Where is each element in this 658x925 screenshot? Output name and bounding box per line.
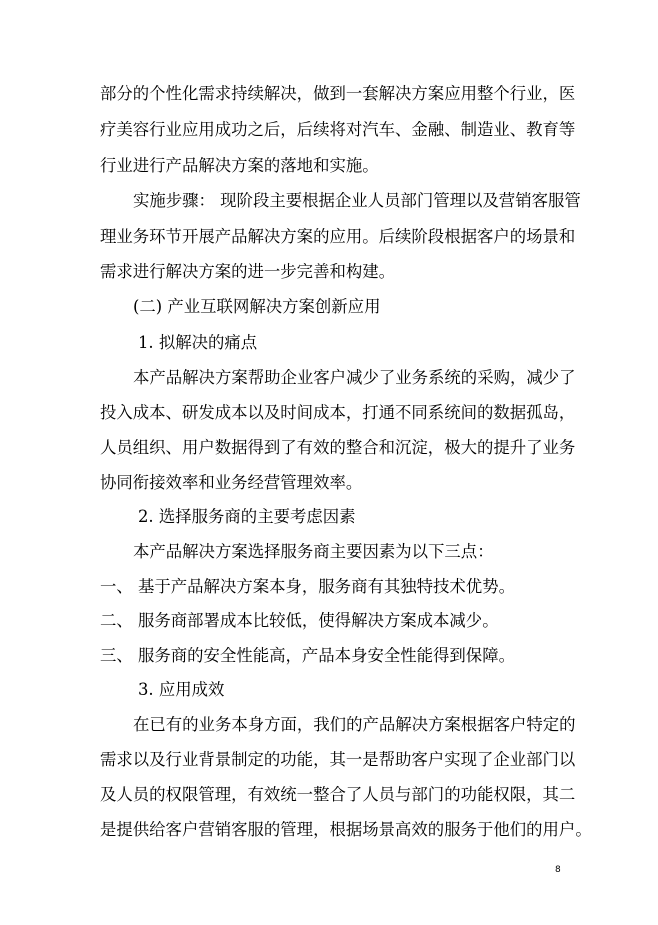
paragraph-5-line-4: 是提供给客户营销客服的管理，根据场景高效的服务于他们的用户。: [100, 820, 592, 839]
list-item-2: 二、 服务商部署成本比较低，使得解决方案成本减少。: [100, 611, 499, 630]
paragraph-5-line-1: 在已有的业务本身方面，我们的产品解决方案根据客户特定的: [133, 715, 576, 734]
paragraph-1-line-1: 部分的个性化需求持续解决，做到一套解决方案应用整个行业，医: [100, 84, 576, 103]
list-item-3: 三、 服务商的安全性能高，产品本身安全性能得到保障。: [100, 646, 515, 665]
subheading-2: 2. 选择服务商的主要考虑因素: [138, 507, 356, 526]
paragraph-2-line-2: 理业务环节开展产品解决方案的应用。后续阶段根据客户的场景和: [100, 227, 576, 246]
paragraph-5-line-2: 需求以及行业背景制定的功能，其一是帮助客户实现了企业部门以: [100, 750, 576, 769]
paragraph-1-line-3: 行业进行产品解决方案的落地和实施。: [100, 156, 379, 175]
paragraph-2-line-1: 实施步骤： 现阶段主要根据企业人员部门管理以及营销客服管: [133, 191, 581, 210]
paragraph-3-line-2: 投入成本、研发成本以及时间成本，打通不同系统间的数据孤岛，: [100, 403, 576, 422]
paragraph-3-line-4: 协同衔接效率和业务经营管理效率。: [100, 473, 363, 492]
subheading-1: 1. 拟解决的痛点: [138, 333, 258, 352]
paragraph-1-line-2: 疗美容行业应用成功之后，后续将对汽车、金融、制造业、教育等: [100, 120, 576, 139]
subheading-3: 3. 应用成效: [138, 680, 225, 699]
paragraph-3-line-1: 本产品解决方案帮助企业客户减少了业务系统的采购，减少了: [133, 368, 576, 387]
list-item-1: 一、 基于产品解决方案本身，服务商有其独特技术优势。: [100, 577, 515, 596]
paragraph-5-line-3: 及人员的权限管理，有效统一整合了人员与部门的功能权限，其二: [100, 785, 576, 804]
paragraph-2-line-3: 需求进行解决方案的进一步完善和构建。: [100, 262, 396, 281]
section-heading: (二) 产业互联网解决方案创新应用: [133, 297, 381, 316]
paragraph-4: 本产品解决方案选择服务商主要因素为以下三点：: [133, 542, 494, 561]
page-number: 8: [555, 865, 561, 875]
paragraph-3-line-3: 人员组织、用户数据得到了有效的整合和沉淀，极大的提升了业务: [100, 438, 576, 457]
